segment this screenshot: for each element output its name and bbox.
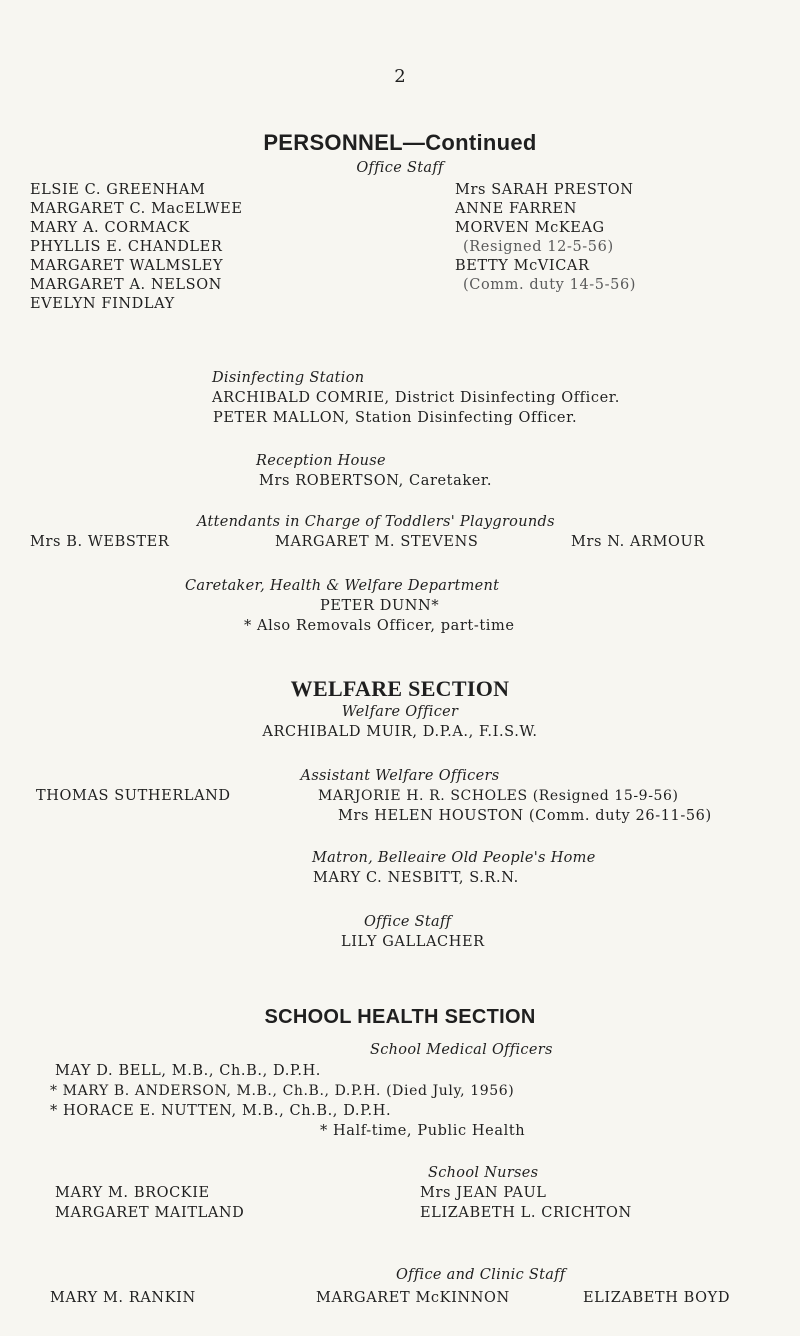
clinic-staff-title: Office and Clinic Staff bbox=[396, 1267, 566, 1283]
caretaker-name: PETER DUNN* bbox=[320, 598, 440, 614]
list-item: MARY A. CORMACK bbox=[30, 220, 190, 236]
list-item: Mrs SARAH PRESTON bbox=[455, 182, 634, 198]
page-number: 2 bbox=[394, 66, 406, 87]
list-item: ANNE FARREN bbox=[455, 201, 578, 217]
reception-line: Mrs ROBERTSON, Caretaker. bbox=[259, 473, 493, 489]
list-item: ELSIE C. GREENHAM bbox=[30, 182, 206, 198]
nurse-name: Mrs JEAN PAUL bbox=[420, 1185, 547, 1201]
welfare-officer-title: Welfare Officer bbox=[341, 704, 459, 720]
disinfecting-line-2: PETER MALLON, Station Disinfecting Officer. bbox=[213, 410, 578, 426]
office-staff-left-list bbox=[30, 182, 243, 312]
list-item: EVELYN FINDLAY bbox=[30, 296, 175, 312]
list-item: MARGARET C. MacELWEE bbox=[30, 201, 243, 217]
assistant-officer: Mrs HELEN HOUSTON (Comm. duty 26-11-56) bbox=[338, 808, 712, 824]
nurse-name: MARGARET MAITLAND bbox=[55, 1205, 245, 1221]
list-item: MARGARET WALMSLEY bbox=[30, 258, 224, 274]
school-nurses-title: School Nurses bbox=[428, 1165, 539, 1181]
list-item: MORVEN McKEAG bbox=[455, 220, 605, 236]
attendant-name: Mrs N. ARMOUR bbox=[571, 534, 705, 550]
list-item-note: (Comm. duty 14-5-56) bbox=[463, 277, 637, 293]
caretaker-note: * Also Removals Officer, part-time bbox=[244, 618, 515, 634]
disinfecting-line-1: ARCHIBALD COMRIE, District Disinfecting Officer. bbox=[212, 390, 620, 406]
welfare-office-title: Office Staff bbox=[364, 914, 452, 930]
school-medical-title: School Medical Officers bbox=[370, 1042, 553, 1058]
list-item: MARGARET A. NELSON bbox=[30, 277, 222, 293]
welfare-office-name: LILY GALLACHER bbox=[341, 934, 485, 950]
disinfecting-title: Disinfecting Station bbox=[212, 370, 365, 386]
list-item-note: (Resigned 12-5-56) bbox=[463, 239, 614, 255]
list-item: PHYLLIS E. CHANDLER bbox=[30, 239, 223, 255]
matron-name: MARY C. NESBITT, S.R.N. bbox=[313, 870, 519, 886]
assistant-officer: MARJORIE H. R. SCHOLES (Resigned 15-9-56) bbox=[318, 788, 679, 804]
nurse-name: MARY M. BROCKIE bbox=[55, 1185, 210, 1201]
matron-title: Matron, Belleaire Old People's Home bbox=[312, 850, 596, 866]
office-staff-title: Office Staff bbox=[356, 160, 444, 176]
school-heading: SCHOOL HEALTH SECTION bbox=[264, 1006, 536, 1028]
caretaker-title: Caretaker, Health & Welfare Department bbox=[185, 578, 500, 594]
clinic-staff-name: MARY M. RANKIN bbox=[50, 1290, 196, 1306]
assistant-welfare-title: Assistant Welfare Officers bbox=[300, 768, 500, 784]
attendant-name: Mrs B. WEBSTER bbox=[30, 534, 170, 550]
medical-note: * Half-time, Public Health bbox=[320, 1123, 526, 1139]
reception-title: Reception House bbox=[256, 453, 386, 469]
medical-officer: * HORACE E. NUTTEN, M.B., Ch.B., D.P.H. bbox=[50, 1103, 392, 1119]
nurse-name: ELIZABETH L. CRICHTON bbox=[420, 1205, 632, 1221]
office-staff-right-list bbox=[455, 182, 636, 293]
welfare-officer: ARCHIBALD MUIR, D.P.A., F.I.S.W. bbox=[262, 724, 538, 740]
attendants-title: Attendants in Charge of Toddlers' Playgrounds bbox=[197, 514, 555, 530]
medical-officer: * MARY B. ANDERSON, M.B., Ch.B., D.P.H. (Died July, 1956) bbox=[50, 1083, 515, 1099]
attendant-name: MARGARET M. STEVENS bbox=[275, 534, 479, 550]
assistant-officer: THOMAS SUTHERLAND bbox=[36, 788, 231, 804]
medical-officer: MAY D. BELL, M.B., Ch.B., D.P.H. bbox=[55, 1063, 322, 1079]
clinic-staff-name: MARGARET McKINNON bbox=[316, 1290, 510, 1306]
personnel-heading: PERSONNEL—Continued bbox=[263, 130, 537, 155]
welfare-heading: WELFARE SECTION bbox=[290, 676, 510, 701]
list-item: BETTY McVICAR bbox=[455, 258, 590, 274]
clinic-staff-name: ELIZABETH BOYD bbox=[583, 1290, 731, 1306]
